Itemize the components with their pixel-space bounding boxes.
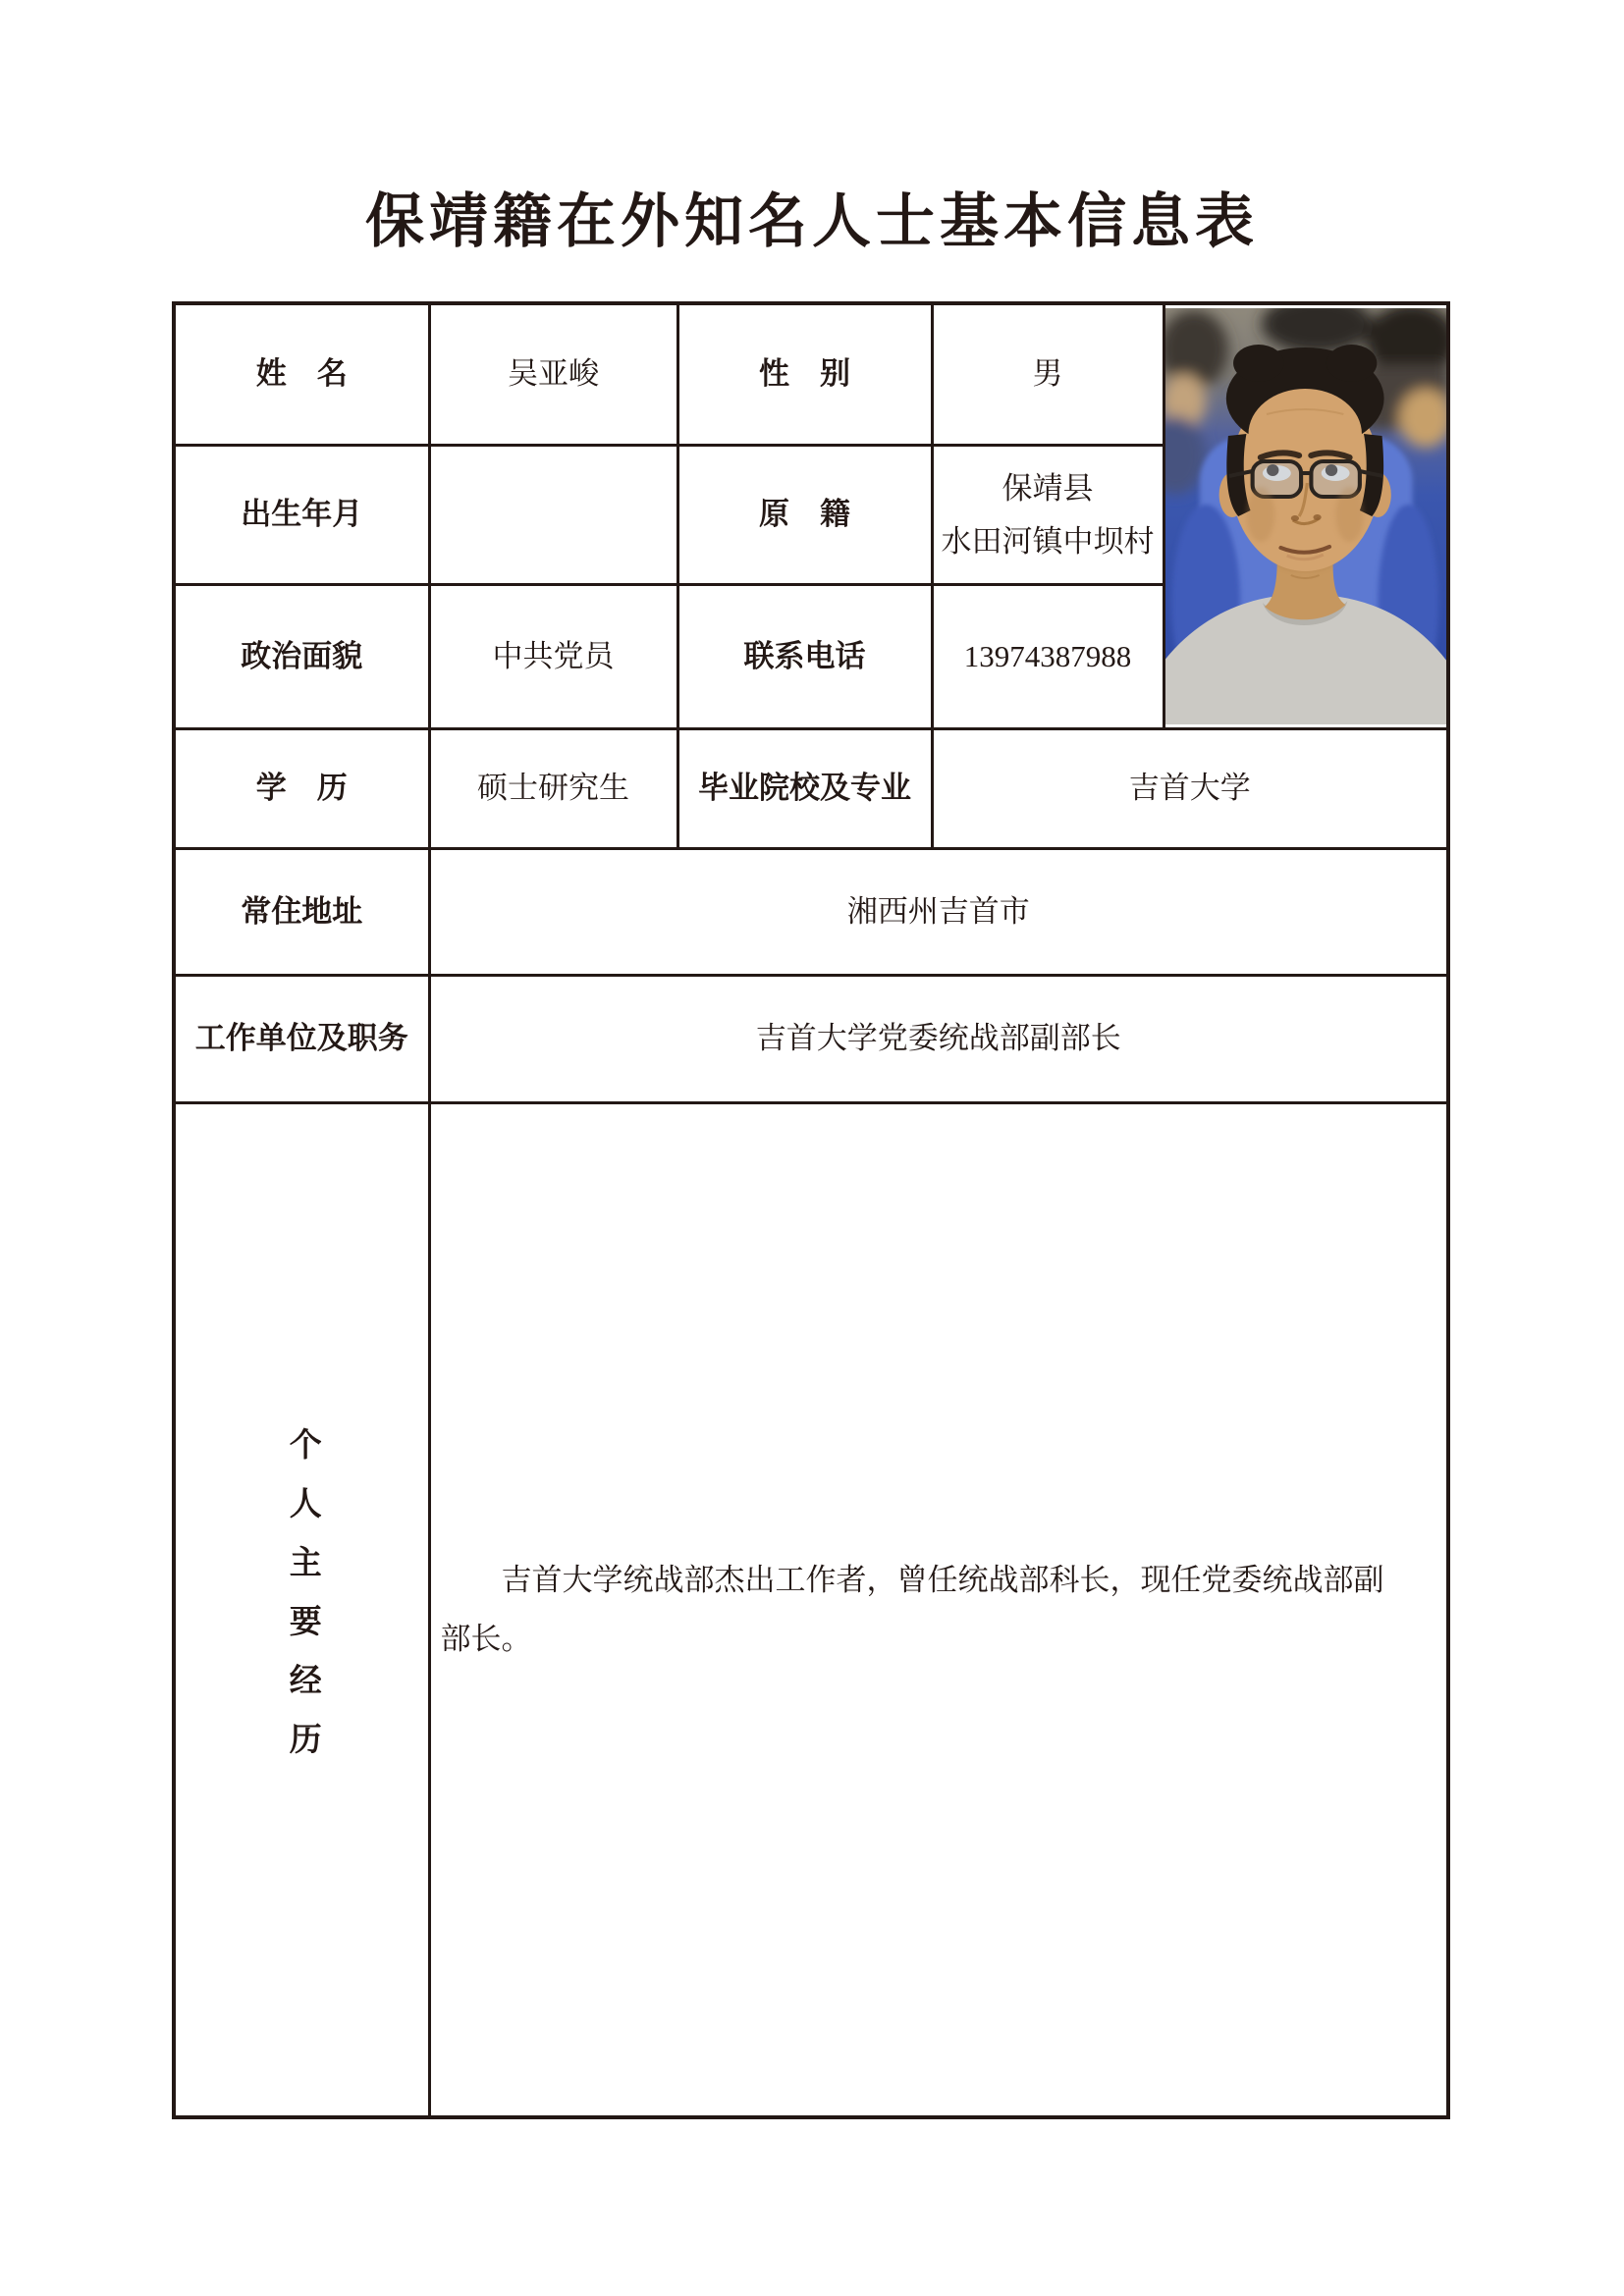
gender-label-cell: 性 别 [677, 303, 932, 446]
nostril-right [1313, 514, 1321, 520]
birth-label-cell: 出生年月 [174, 446, 429, 585]
table-row-address [174, 849, 1448, 976]
political-value-cell: 中共党员 [429, 585, 677, 729]
page-title: 保靖籍在外知名人士基本信息表 [365, 189, 1259, 254]
experience-text: 吉首大学统战部杰出工作者，曾任统战部科长，现任党委统战部副部长。 [440, 1563, 1384, 1656]
nostril-left [1290, 515, 1298, 521]
origin-value-line1: 保靖县 [1001, 470, 1094, 506]
table-row-education-school [174, 729, 1448, 849]
info-table [172, 301, 1450, 2119]
work-value-cell: 吉首大学党委统战部副部长 [429, 976, 1448, 1103]
table-row-work [174, 976, 1448, 1103]
birth-value-cell [429, 446, 677, 585]
origin-value-line2: 水田河镇中坝村 [941, 523, 1155, 559]
portrait-photo-svg [1165, 308, 1447, 724]
table-row-name-gender [174, 303, 1448, 446]
school-value-cell: 吉首大学 [932, 729, 1448, 849]
experience-value-cell [429, 1103, 1448, 2118]
address-label-cell: 常住地址 [174, 849, 429, 976]
portrait-photo [1165, 308, 1447, 724]
name-value-cell: 吴亚峻 [429, 303, 677, 446]
gender-value-cell: 男 [932, 303, 1164, 446]
origin-value-cell [932, 446, 1164, 585]
origin-label-cell: 原 籍 [677, 446, 932, 585]
education-label-cell: 学 历 [174, 729, 429, 849]
cheek-shading-right [1335, 487, 1364, 542]
experience-text-wrap [431, 1104, 1447, 2115]
name-label-cell: 姓 名 [174, 303, 429, 446]
political-label-cell: 政治面貌 [174, 585, 429, 729]
table-row-experience [174, 1103, 1448, 2118]
work-label-cell: 工作单位及职务 [174, 976, 429, 1103]
school-label-cell: 毕业院校及专业 [677, 729, 932, 849]
phone-value-cell: 13974387988 [932, 585, 1164, 729]
cheek-shading-left [1246, 487, 1274, 542]
experience-label-vertical: 个人主要经历 [284, 1426, 320, 1781]
address-value-cell: 湘西州吉首市 [429, 849, 1448, 976]
education-value-cell: 硕士研究生 [429, 729, 677, 849]
phone-label-cell: 联系电话 [677, 585, 932, 729]
photo-cell [1164, 303, 1448, 729]
experience-label-cell [174, 1103, 429, 2118]
